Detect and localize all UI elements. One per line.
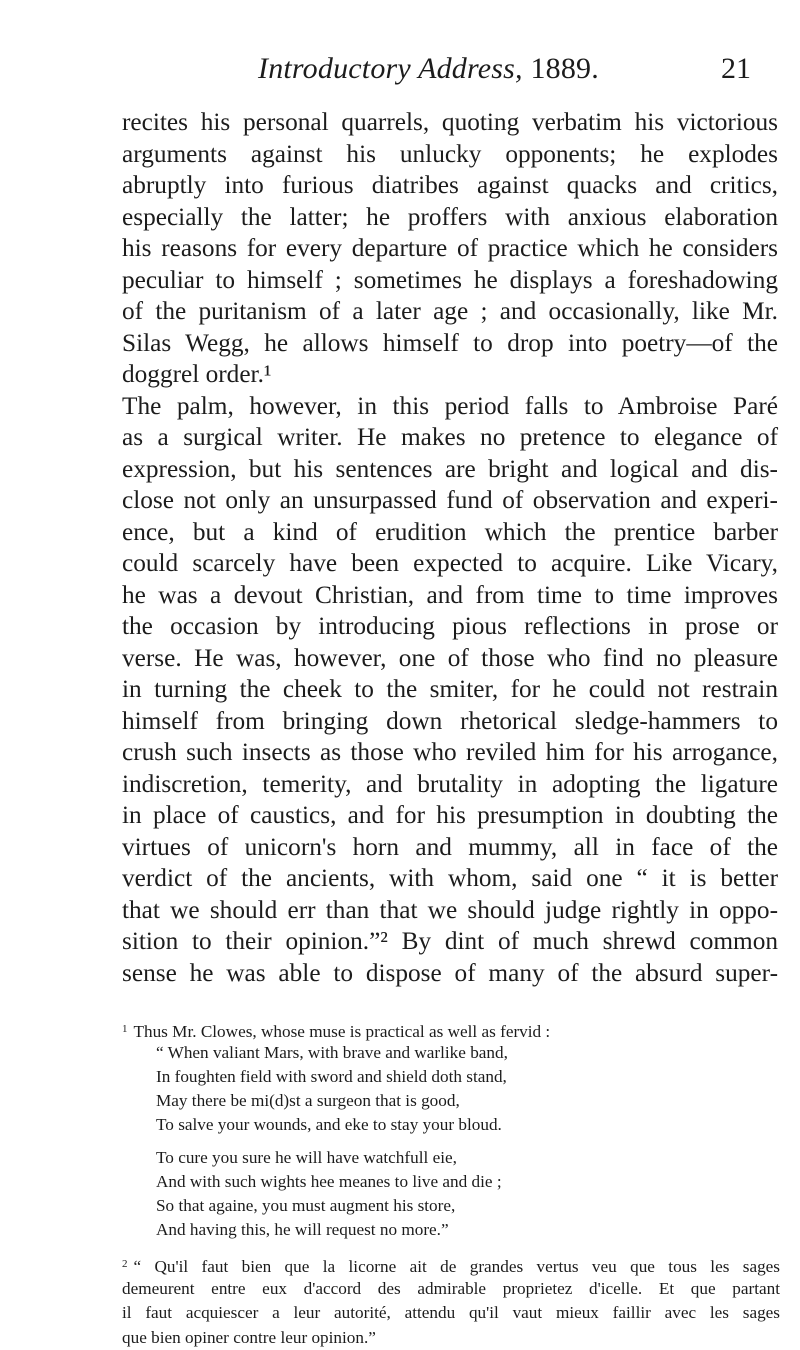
footnote-2-line [122, 1252, 780, 1277]
verse-line: To salve your wounds, and eke to stay your bloud. [122, 1113, 780, 1137]
text-line: The palm, however, in this period falls to Ambroise Paré [122, 391, 778, 423]
text-line: as a surgical writer. He makes no pretence to elegance of [122, 422, 778, 454]
footnote-2-line: que bien opiner contre leur opinion.” [122, 1326, 780, 1350]
text-line: Silas Wegg, he allows himself to drop into poetry—of the [122, 328, 778, 360]
running-title [258, 52, 599, 86]
verse-line: May there be mi(d)st a surgeon that is good, [122, 1089, 780, 1113]
footnotes [122, 1017, 780, 1350]
footnote-2-line-text: “ Qu'il faut bien que la licorne ait de grandes vertus veu que tous les sages [134, 1257, 781, 1276]
text-line: his reasons for every departure of practice which he considers [122, 233, 778, 265]
text-line: especially the latter; he proffers with anxious elaboration [122, 202, 778, 234]
text-line: that we should err than that we should judge rightly in oppo- [122, 895, 778, 927]
verse-line: And having this, he will request no more.” [122, 1218, 780, 1242]
text-line: sition to their opinion.”² By dint of much shrewd common [122, 926, 778, 958]
text-line: recites his personal quarrels, quoting verbatim his victorious [122, 107, 778, 139]
text-line: close not only an unsurpassed fund of observation and experi- [122, 485, 778, 517]
footnote-1-intro-text: Thus Mr. Clowes, whose muse is practical as well as fervid : [134, 1022, 551, 1041]
body-text [122, 107, 778, 989]
text-line: indiscretion, temerity, and brutality in adopting the ligature [122, 769, 778, 801]
text-line: crush such insects as those who reviled him for his arrogance, [122, 737, 778, 769]
footnote-2-mark: 2 [122, 1258, 134, 1270]
text-line: ence, but a kind of erudition which the prentice barber [122, 517, 778, 549]
text-line: abruptly into furious diatribes against quacks and critics, [122, 170, 778, 202]
text-line: verse. He was, however, one of those who find no pleasure [122, 643, 778, 675]
text-line: doggrel order.¹ [122, 359, 778, 391]
footnote-2-line: demeurent entre eux d'accord des admirable proprietez d'icelle. Et que partant [122, 1277, 780, 1302]
verse-line: In foughten field with sword and shield doth stand, [122, 1065, 780, 1089]
verse-line: And with such wights hee meanes to live and die ; [122, 1170, 780, 1194]
running-head [0, 52, 800, 92]
text-line: peculiar to himself ; sometimes he displays a foreshadowing [122, 265, 778, 297]
footnote-2-line: il faut acquiescer a leur autorité, attendu qu'il vaut mieux faillir avec les sages [122, 1301, 780, 1326]
text-line: in place of caustics, and for his presumption in doubting the [122, 800, 778, 832]
stanza-gap [122, 1137, 780, 1146]
page-number: 21 [721, 52, 751, 86]
text-line: could scarcely have been expected to acquire. Like Vicary, [122, 548, 778, 580]
running-title-text: Introductory Address, [258, 52, 523, 85]
text-line: expression, but his sentences are bright and logical and dis- [122, 454, 778, 486]
text-line: himself from bringing down rhetorical sledge-hammers to [122, 706, 778, 738]
text-line: of the puritanism of a later age ; and occasionally, like Mr. [122, 296, 778, 328]
text-line: he was a devout Christian, and from time to time improves [122, 580, 778, 612]
text-line: sense he was able to dispose of many of the absurd super- [122, 958, 778, 990]
text-line: arguments against his unlucky opponents; he explodes [122, 139, 778, 171]
verse-line: So that againe, you must augment his store, [122, 1194, 780, 1218]
verse-line: To cure you sure he will have watchfull eie, [122, 1146, 780, 1170]
running-title-year: 1889. [530, 52, 599, 85]
text-line: the occasion by introducing pious reflections in prose or [122, 611, 778, 643]
text-line: verdict of the ancients, with whom, said one “ it is better [122, 863, 778, 895]
footnote-1-mark: 1 [122, 1023, 134, 1035]
footnote-1 [122, 1017, 780, 1242]
verse-line: “ When valiant Mars, with brave and warlike band, [122, 1041, 780, 1065]
text-line: in turning the cheek to the smiter, for he could not restrain [122, 674, 778, 706]
text-line: virtues of unicorn's horn and mummy, all in face of the [122, 832, 778, 864]
footnote-2 [122, 1252, 780, 1350]
footnote-1-intro [122, 1017, 780, 1041]
